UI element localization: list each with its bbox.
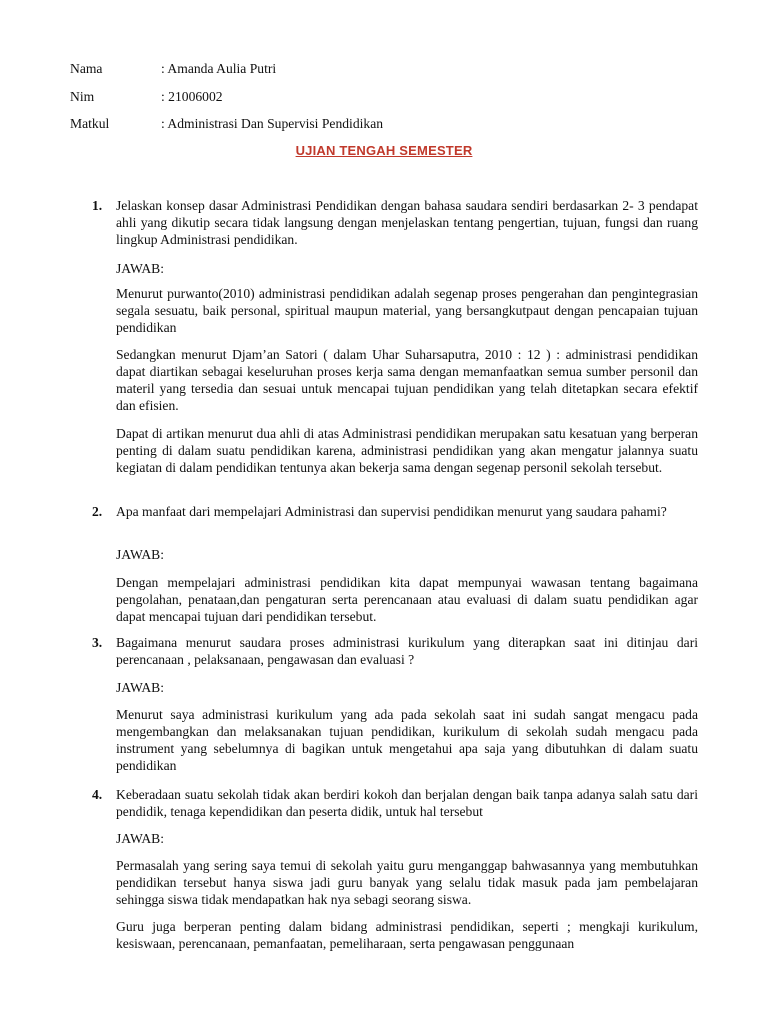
answer-paragraph: Dapat di artikan menurut dua ahli di atas Administrasi pendidikan merupakan satu kesatuan yang berperan penting di dalam suatu pendidikan karena, administrasi pendidikan yang akan mengatur jalannya suatu kegiatan di dalam pendidikan tentunya akan bekerja sama dengan segenap personil sekolah tersebut.: [116, 426, 698, 475]
question-number: 1.: [92, 198, 103, 213]
nama-value: : Amanda Aulia Putri: [161, 61, 277, 76]
answer-paragraph: Menurut purwanto(2010) administrasi pendidikan adalah segenap proses pengerahan dan pengintegrasian segala sesuatu, baik personal, spiritual maupun material, yang bersangkutpaut dengan pencapaian tujuan pendidikan: [116, 286, 698, 335]
answer-label: JAWAB:: [116, 680, 165, 695]
nim-value: : 21006002: [161, 89, 223, 104]
nim-label: Nim: [70, 89, 95, 104]
question-text: Keberadaan suatu sekolah tidak akan berdiri kokoh dan berjalan dengan baik tanpa adanya salah satu dari pendidik, tenaga kependidikan dan peserta didik, untuk hal tersebut: [116, 787, 698, 819]
question-text: Bagaimana menurut saudara proses administrasi kurikulum yang diterapkan saat ini ditinjau dari perencanaan , pelaksanaan, pengawasan dan evaluasi ?: [116, 635, 698, 667]
answer-paragraph: Permasalah yang sering saya temui di sekolah yaitu guru menganggap bahwasannya yang membutuhkan pendidikan tersebut hanya siswa jadi guru banyak yang selalu tidak masuk pada jam pembelajaran sehingga siswa tidak mendapatkan hak nya sebagi seorang siswa.: [116, 858, 698, 907]
answer-paragraph: Dengan mempelajari administrasi pendidikan kita dapat mempunyai wawasan tentang bagaimana pengolahan, penataan,dan pengaturan serta perencanaan atau evaluasi di dalam suatu pendidikan agar dapat mencapai tujuan dari pendidikan tersebut.: [116, 575, 698, 624]
answer-label: JAWAB:: [116, 261, 165, 276]
question-text: Jelaskan konsep dasar Administrasi Pendidikan dengan bahasa saudara sendiri berdasarkan 2- 3 pendapat ahli yang dikutip secara tidak langsung dengan menjelaskan tentang pengertian, tujuan, fungsi dan ruang lingkup Administrasi pendidikan.: [116, 198, 698, 247]
answer-paragraph: Guru juga berperan penting dalam bidang administrasi pendidikan, seperti ; mengkaji kurikulum, kesiswaan, perencanaan, pemanfaatan, pemeliharaan, serta pengawasan penggunaan: [116, 919, 698, 951]
question-number: 3.: [92, 635, 103, 650]
question-text: Apa manfaat dari mempelajari Administrasi dan supervisi pendidikan menurut yang saudara pahami?: [116, 504, 667, 519]
answer-paragraph: Menurut saya administrasi kurikulum yang ada pada sekolah saat ini sudah sangat mengacu pada mengembangkan dan melaksanakan tujuan pendidikan, kurikulum di sekolah sudah mengacu pada instrument yang sebelumnya di bagikan untuk mengetahui apa saja yang dibutuhkan di dalam suatu pendidikan: [116, 707, 698, 773]
question-number: 4.: [92, 787, 103, 802]
matkul-value: : Administrasi Dan Supervisi Pendidikan: [161, 116, 384, 131]
answer-label: JAWAB:: [116, 831, 165, 846]
answer-label: JAWAB:: [116, 547, 165, 562]
answer-paragraph: Sedangkan menurut Djam’an Satori ( dalam Uhar Suharsaputra, 2010 : 12 ) : administrasi pendidikan dapat diartikan sebagai keseluruhan proses kerja sama dengan memanfaatkan semua sumber personil dan materil yang tersedia dan sesuai untuk mencapai tujuan pendidikan yang telah ditetapkan secara efektif dan efisien.: [116, 347, 698, 413]
matkul-label: Matkul: [70, 116, 110, 131]
nama-label: Nama: [70, 61, 103, 76]
question-number: 2.: [92, 504, 103, 519]
page-title: UJIAN TENGAH SEMESTER: [295, 143, 473, 158]
